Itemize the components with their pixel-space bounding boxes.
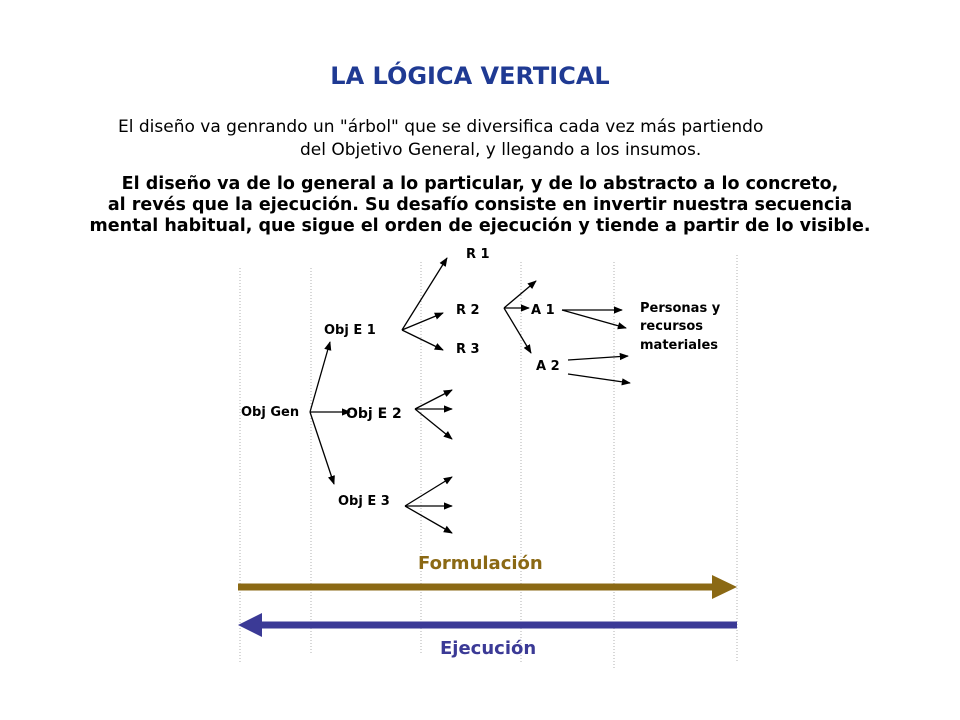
thesis-line-1: El diseño va de lo general a lo particular, y de lo abstracto a lo concreto, [121,174,839,194]
node-r1: R 1 [466,247,490,262]
arrow-gen-e1 [310,342,330,412]
arrow-e3-down [405,506,452,533]
node-insumos-line-2: recursos [640,319,704,334]
node-a1: A 1 [531,303,555,318]
node-obj-e1: Obj E 1 [324,323,376,338]
node-r3: R 3 [456,342,480,357]
arrow-a2-insumos-1 [568,356,628,360]
page-title: LA LÓGICA VERTICAL [330,62,610,90]
thesis-line-2: al revés que la ejecución. Su desafío consiste en invertir nuestra secuencia [107,195,853,215]
formulacion-label: Formulación [418,553,543,574]
column-guides [240,255,737,668]
node-insumos-line-3: materiales [640,338,718,353]
node-a2: A 2 [536,359,560,374]
arrow-a1-insumos-2 [562,310,626,328]
intro-line-1: El diseño va genrando un "árbol" que se diversifica cada vez más partiendo [118,117,764,137]
node-r2: R 2 [456,303,480,318]
arrow-e1-r2 [402,313,443,330]
node-obj-e2: Obj E 2 [346,406,402,422]
formulacion-arrowhead [712,575,737,599]
arrow-e2-up [415,390,452,409]
arrow-r2-a2 [504,308,531,353]
intro-line-2: del Objetivo General, y llegando a los insumos. [300,140,702,160]
thesis-line-3: mental habitual, que sigue el orden de ejecución y tiende a partir de lo visible. [89,216,871,236]
node-obj-e3: Obj E 3 [338,494,390,509]
arrow-gen-e3 [310,412,334,484]
node-obj-gen: Obj Gen [241,405,300,420]
ejecucion-arrowhead [238,613,262,637]
ejecucion-label: Ejecución [440,638,537,659]
node-insumos-line-1: Personas y [640,301,721,316]
arrow-e1-r1 [402,258,447,330]
arrow-a2-insumos-2 [568,374,630,383]
tree-arrows [310,258,630,533]
arrow-e1-r3 [402,330,443,350]
arrow-e3-up [405,477,452,506]
